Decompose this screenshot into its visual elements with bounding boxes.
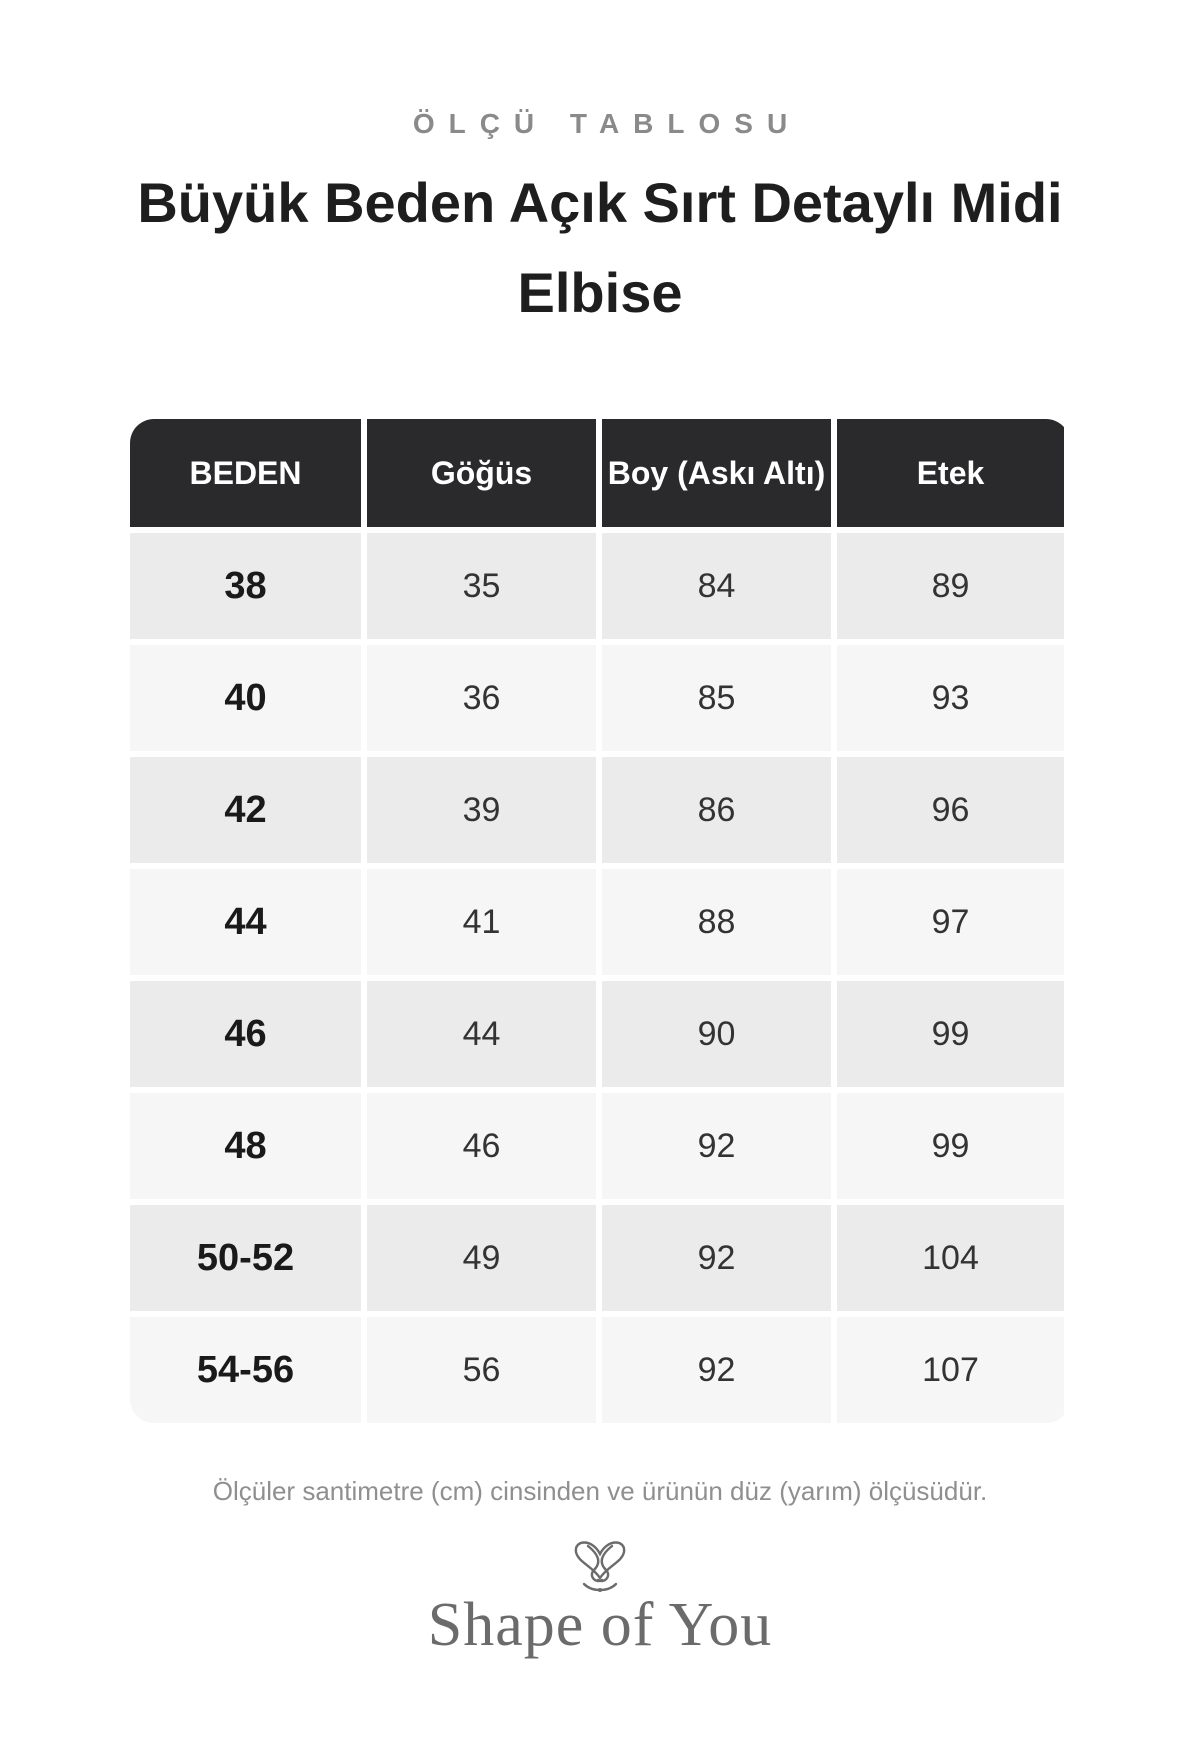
table-row — [130, 869, 1070, 975]
size-cell: 40 — [130, 645, 361, 751]
page-title: Büyük Beden Açık Sırt Detaylı Midi Elbise — [137, 171, 1063, 324]
table-row — [130, 757, 1070, 863]
boy-cell: 88 — [602, 869, 831, 975]
size-cell: 50-52 — [130, 1205, 361, 1311]
etek-cell: 93 — [837, 645, 1064, 751]
etek-cell: 104 — [837, 1205, 1064, 1311]
column-header-etek: Etek — [837, 419, 1064, 527]
boy-cell: 90 — [602, 981, 831, 1087]
etek-cell: 99 — [837, 981, 1064, 1087]
table-row — [130, 1093, 1070, 1199]
column-header-gogus: Göğüs — [367, 419, 596, 527]
boy-cell: 92 — [602, 1317, 831, 1423]
etek-cell: 89 — [837, 533, 1064, 639]
gogus-cell: 39 — [367, 757, 596, 863]
heart-monogram-icon — [562, 1532, 638, 1596]
etek-cell: 96 — [837, 757, 1064, 863]
boy-cell: 92 — [602, 1205, 831, 1311]
etek-cell: 107 — [837, 1317, 1064, 1423]
etek-cell: 99 — [837, 1093, 1064, 1199]
gogus-cell: 41 — [367, 869, 596, 975]
etek-cell: 97 — [837, 869, 1064, 975]
gogus-cell: 35 — [367, 533, 596, 639]
size-cell: 48 — [130, 1093, 361, 1199]
boy-cell: 85 — [602, 645, 831, 751]
measurement-note: Ölçüler santimetre (cm) cinsinden ve ürünün düz (yarım) ölçüsüdür. — [212, 1476, 988, 1506]
size-cell: 42 — [130, 757, 361, 863]
brand-wordmark: Shape of You — [427, 1591, 773, 1659]
boy-cell: 86 — [602, 757, 831, 863]
size-cell: 44 — [130, 869, 361, 975]
table-row — [130, 645, 1070, 751]
table-header-row — [130, 419, 1070, 527]
size-cell: 46 — [130, 981, 361, 1087]
gogus-cell: 56 — [367, 1317, 596, 1423]
table-row — [130, 981, 1070, 1087]
eyebrow-label: ÖLÇÜ TABLOSU — [412, 108, 802, 139]
size-cell: 54-56 — [130, 1317, 361, 1423]
gogus-cell: 36 — [367, 645, 596, 751]
gogus-cell: 49 — [367, 1205, 596, 1311]
boy-cell: 92 — [602, 1093, 831, 1199]
size-table — [130, 419, 1070, 1423]
table-row — [130, 533, 1070, 639]
column-header-beden: BEDEN — [130, 419, 361, 527]
size-cell: 38 — [130, 533, 361, 639]
gogus-cell: 46 — [367, 1093, 596, 1199]
boy-cell: 84 — [602, 533, 831, 639]
table-row — [130, 1205, 1070, 1311]
gogus-cell: 44 — [367, 981, 596, 1087]
table-row — [130, 1317, 1070, 1423]
column-header-boy: Boy (Askı Altı) — [602, 419, 831, 527]
